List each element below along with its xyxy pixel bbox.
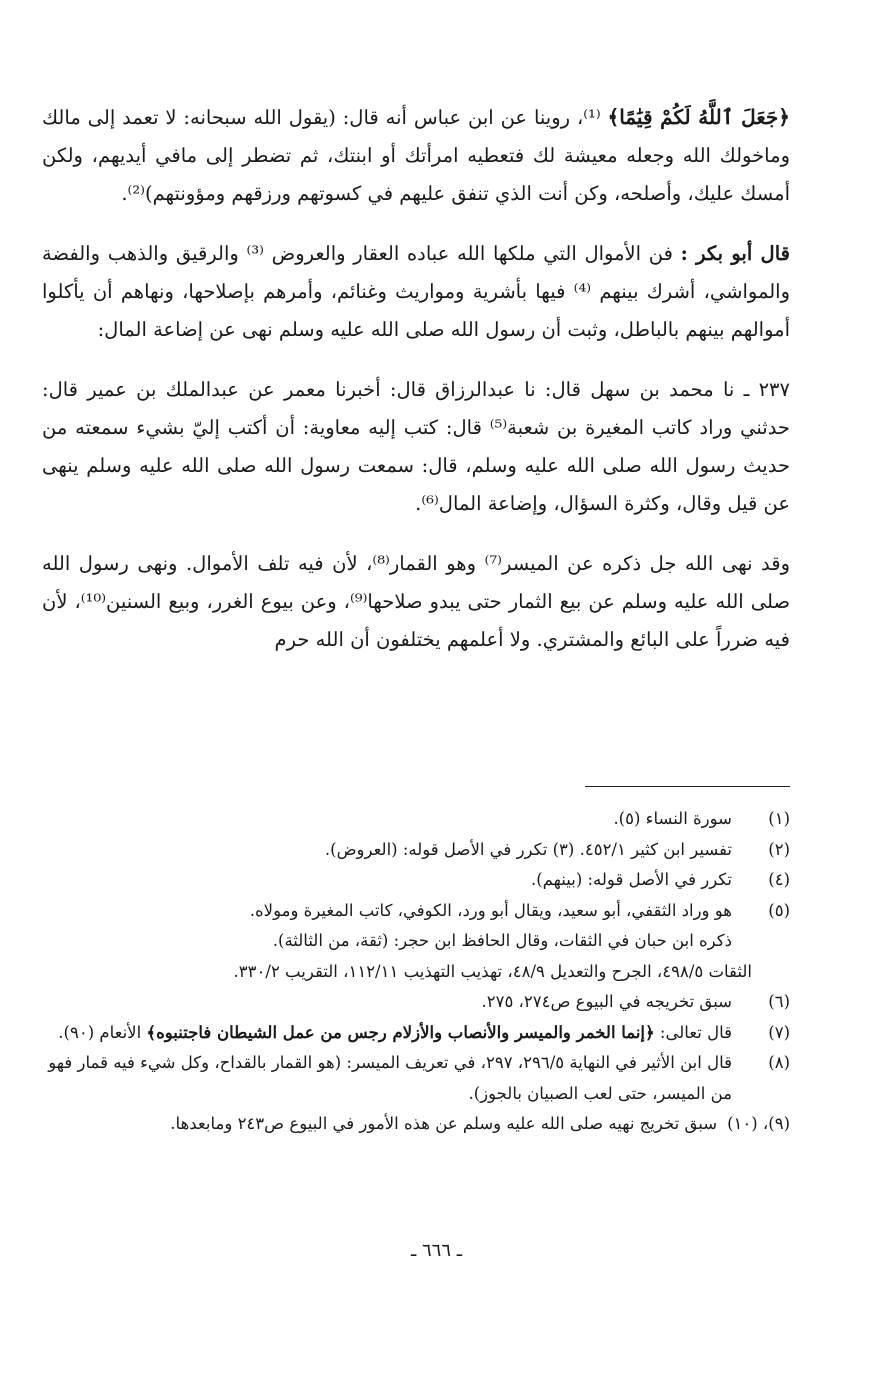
quran-verse: ﴿إنما الخمر والميسر والأنصاب والأزلام رجس من عمل الشيطان فاجتنبوه﴾ xyxy=(146,1022,655,1042)
paragraph-3 xyxy=(42,371,790,523)
footnote-text: هو وراد الثقفي، أبو سعيد، ويقال أبو ورد، الكوفي، كاتب المغيرة ومولاه. xyxy=(249,900,732,920)
footnote-number: (١) xyxy=(768,809,790,828)
page-number: ـ ٦٦٦ ـ xyxy=(410,1240,462,1261)
paragraph-1-text: ⁽¹⁾، روينا عن ابن عباس أنه قال: (يقول الله سبحانه: لا تعمد إلى مالك وماخولك الله وجعله معيشة لك فتعطيه امرأتك أو ابنتك، ثم تضطر إلى مافي أيديهم، ولكن أمسك عليك، وأصلحه، وكن أنت الذي تنفق عليهم في كسوتهم ورزقهم ومؤونتهم)⁽²⁾. xyxy=(42,106,790,205)
footnote-5-sources xyxy=(42,957,810,988)
footnote-7-lead: قال تعالى: xyxy=(654,1022,732,1042)
footnotes xyxy=(42,804,790,1140)
footnote-text: قال ابن الأثير في النهاية ٢٩٦/٥، ٢٩٧، في تعريف الميسر: (هو القمار بالقداح، وكل شيء فيه قمار فهو من الميسر، حتى لعب الصبيان بالجوز). xyxy=(48,1053,732,1103)
footnote-divider xyxy=(585,786,790,787)
quran-verse: ﴿جَعَلَ ٱللَّهُ لَكُمْ قِيَٰمًا﴾ xyxy=(607,105,790,129)
footnote-number: (٥) xyxy=(768,900,790,920)
footnote-1 xyxy=(42,804,790,835)
footnote-text: تكرر في الأصل قوله: (بينهم). xyxy=(531,870,732,889)
footnote-number: (٧) xyxy=(768,1022,790,1042)
footnote-7-tail: الأنعام (٩٠). xyxy=(58,1022,147,1042)
footnote-6 xyxy=(42,987,790,1018)
paragraph-3-text: ٢٣٧ ـ نا محمد بن سهل قال: نا عبدالرزاق قال: أخبرنا معمر عن عبدالملك بن عمير قال: حدثني وراد كاتب المغيرة بن شعبة⁽⁵⁾ قال: كتب إليه معاوية: أن أكتب إليّ بشيء سمعته من حديث رسول الله صلى الله عليه وسلم، قال: سمعت رسول الله صلى الله عليه وسلم ينهى عن قيل وقال، وكثرة السؤال، وإضاعة المال⁽⁶⁾. xyxy=(42,378,790,515)
footnote-9-10 xyxy=(42,1109,790,1140)
footnote-number: (٨) xyxy=(768,1053,790,1072)
footnote-number: (٩)، (١٠) xyxy=(727,1114,790,1133)
footnote-4 xyxy=(42,865,790,896)
footnote-7 xyxy=(42,1018,790,1049)
paragraph-1 xyxy=(42,98,790,213)
footnote-text: سبق تخريجه في البيوع ص٢٧٤، ٢٧٥. xyxy=(481,992,732,1011)
footnote-text: تفسير ابن كثير ٤٥٢/١. (٣) تكرر في الأصل قوله: (العروض). xyxy=(324,839,732,859)
speaker-lead: قال أبو بكر : xyxy=(680,242,790,265)
paragraph-4-text: وقد نهى الله جل ذكره عن الميسر⁽⁷⁾ وهو القمار⁽⁸⁾، لأن فيه تلف الأموال. ونهى رسول الله صلى الله عليه وسلم عن بيع الثمار حتى يبدو صلاحها⁽⁹⁾، وعن بيوع الغرر، وبيع السنين⁽¹⁰⁾، لأن فيه ضرراً على البائع والمشتري. ولا أعلمهم يختلفون أن الله حرم xyxy=(42,552,791,651)
footnote-number: (٢) xyxy=(768,839,790,859)
footnote-text: سورة النساء (٥). xyxy=(613,809,732,828)
footnote-8 xyxy=(42,1048,790,1109)
footnote-number: (٤) xyxy=(768,870,790,889)
footnote-number: (٦) xyxy=(768,992,790,1011)
footnote-number xyxy=(752,957,810,988)
footnote-5-continued xyxy=(42,926,790,957)
footnote-text: سبق تخريج نهيه صلى الله عليه وسلم عن هذه الأمور في البيوع ص٢٤٣ ومابعدها. xyxy=(170,1114,718,1133)
footnote-text: الثقات ٤٩٨/٥، الجرح والتعديل ٤٨/٩، تهذيب التهذيب ١١٢/١١، التقريب ٣٣٠/٢. xyxy=(233,961,752,981)
paragraph-2 xyxy=(42,235,790,349)
footnote-number xyxy=(732,926,790,957)
footnote-5 xyxy=(42,896,790,927)
paragraph-2-text: فن الأموال التي ملكها الله عباده العقار والعروض ⁽³⁾ والرقيق والذهب والفضة والمواشي، أشرك بينهم ⁽⁴⁾ فيها بأشرية ومواريث وغنائم، وأمرهم بإصلاحها، ونهاهم أن يأكلوا أموالهم بينهم بالباطل، وثبت أن رسول الله صلى الله عليه وسلم نهى عن إضاعة المال: xyxy=(42,242,790,341)
footnote-text xyxy=(42,1018,732,1049)
paragraph-4 xyxy=(42,545,790,659)
footnote-2 xyxy=(42,835,790,866)
footnote-text: ذكره ابن حبان في الثقات، وقال الحافظ ابن حجر: (ثقة، من الثالثة). xyxy=(272,931,732,950)
